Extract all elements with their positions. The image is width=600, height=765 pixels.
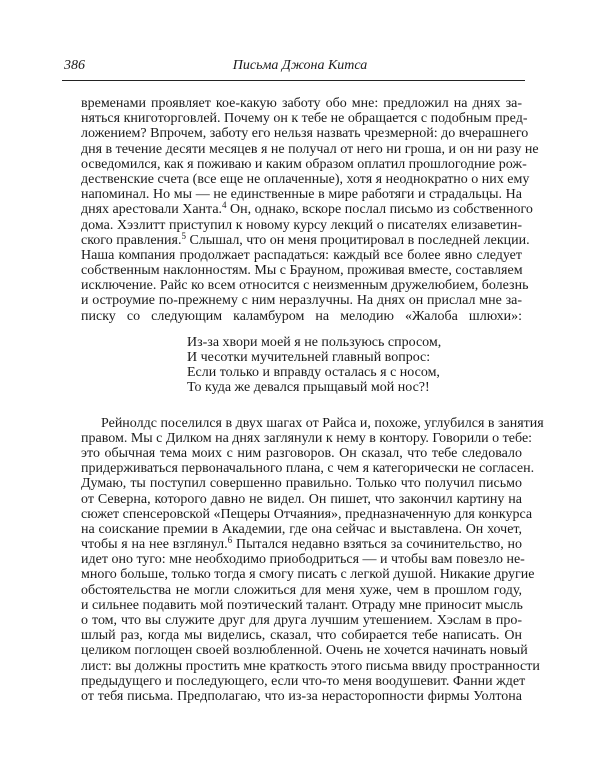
text-segment: сюжет спенсеровской «Пещеры Отчаяния», предназначенную для конкурса bbox=[81, 506, 533, 522]
text-line bbox=[81, 293, 522, 308]
text-line bbox=[81, 506, 533, 522]
page-body bbox=[81, 96, 544, 704]
text-segment: лист: вы должны простить мне краткость этого письма ввиду пространности bbox=[81, 658, 540, 674]
text-line bbox=[81, 200, 533, 218]
text-line bbox=[81, 522, 522, 537]
text-line bbox=[81, 156, 527, 172]
text-segment: целиком поглощен своей возлюбленной. Очень не хочется начинать новый bbox=[81, 643, 528, 659]
text-segment: это обычная тема моих с ним разговоров. Он сказал, что тебе следовало bbox=[81, 445, 522, 461]
text-segment: от Северна, которого давно не видел. Он пишет, что закончил картину на bbox=[81, 491, 522, 507]
verse-line: И чесотки мучительней главный вопрос: bbox=[187, 350, 431, 365]
verse-line: Из-за хвори моей я не пользуюсь спросом, bbox=[187, 334, 442, 350]
text-segment: писку со следующим каламбуром на мелодию «Жалоба шлюхи»: bbox=[81, 308, 522, 324]
verse-line: Если только и вправду осталась я с носом, bbox=[187, 365, 440, 381]
verse-line: То куда же девался прыщавый мой нос?! bbox=[187, 380, 430, 396]
text-segment: собственным наклонностям. Мы с Брауном, проживая вместе, составляем bbox=[81, 263, 523, 279]
text-segment: придерживаться первоначального плана, с чем я категорически не согласен. bbox=[81, 461, 535, 477]
text-line bbox=[81, 628, 522, 643]
text-line bbox=[81, 126, 529, 142]
text-line bbox=[81, 552, 525, 568]
spacer bbox=[81, 324, 522, 335]
text-segment: Слышал, что он меня процитировал в последней лекции. bbox=[185, 232, 530, 248]
text-segment: о том, что вы служите друг для друга лучшим утешением. Хэслам в про- bbox=[81, 613, 522, 628]
verse-quote bbox=[81, 335, 522, 396]
text-line bbox=[81, 263, 522, 278]
paragraph bbox=[81, 96, 539, 324]
text-segment: шлый раз, когда мы виделись, сказал, что собирается тебе написать. Он bbox=[81, 628, 522, 644]
text-segment: правом. Мы с Дилком на днях заглянули к нему в контору. Говорили о тебе: bbox=[81, 430, 533, 446]
text-segment: Думаю, ты поступил совершенно правильно. Только что получил письмо bbox=[81, 476, 522, 492]
text-line bbox=[81, 230, 530, 248]
page-number: 386 bbox=[64, 58, 85, 73]
text-segment: предыдущего и последующего, если что-то меня воодушевит. Фанни ждет bbox=[81, 673, 526, 689]
text-segment: ского правления. bbox=[81, 232, 182, 248]
text-line bbox=[81, 476, 522, 491]
text-line bbox=[81, 278, 529, 294]
text-line bbox=[81, 187, 522, 202]
text-line bbox=[81, 673, 526, 689]
footnote-marker[interactable]: 4 bbox=[222, 200, 227, 211]
text-segment: Рейнолдс поселился в двух шагах от Райса и, похоже, углубился в занятия bbox=[101, 415, 544, 431]
text-segment: и сильнее подавить мой поэтический талант. Отраду мне приносит мысль bbox=[81, 597, 523, 613]
text-line bbox=[81, 537, 522, 552]
header-rule bbox=[62, 80, 525, 81]
text-line bbox=[81, 309, 522, 324]
spacer bbox=[81, 396, 522, 416]
text-segment: исключение. Райс ко всем относится с неизменным дружелюбием, болезнь bbox=[81, 278, 529, 294]
text-segment: напоминал. Но мы — не единственные в мире работяги и страдальцы. На bbox=[81, 187, 522, 203]
footnote-marker[interactable]: 5 bbox=[181, 230, 186, 241]
paragraph bbox=[81, 415, 544, 705]
text-segment: Пытался недавно взяться за сочинительство, но bbox=[232, 537, 523, 553]
text-line bbox=[81, 171, 530, 187]
text-line bbox=[81, 446, 522, 461]
text-segment: дня в течение десяти месяцев я не получал от него ни гроша, и он ни разу не bbox=[81, 141, 539, 157]
text-line bbox=[81, 613, 522, 628]
text-segment: Он, однако, вскоре послал письмо из собственного bbox=[226, 202, 533, 218]
text-line bbox=[81, 583, 522, 598]
text-segment: дома. Хэзлитт приступил к новому курсу лекций о писателях елизаветин- bbox=[81, 217, 522, 233]
text-line bbox=[81, 643, 528, 659]
text-segment: Наша компания продолжает распадаться: каждый все более явно следует bbox=[81, 247, 522, 263]
text-line bbox=[81, 658, 540, 674]
text-line bbox=[81, 218, 522, 233]
text-line bbox=[81, 96, 522, 111]
text-line bbox=[81, 430, 533, 446]
text-segment: няться книготорговлей. Почему он к тебе не обращается с подобным пред- bbox=[81, 111, 528, 127]
text-segment: временами проявляет кое-какую заботу обо мне: предложил на днях за- bbox=[81, 96, 522, 111]
text-segment: ложением? Впрочем, заботу его нельзя назвать чрезмерной: до вчерашнего bbox=[81, 126, 529, 142]
text-segment: и остроумие по-прежнему с ним неразлучны. На днях он прислал мне за- bbox=[81, 293, 522, 309]
text-line bbox=[81, 567, 535, 583]
text-line bbox=[81, 141, 539, 157]
text-segment: идет оно туго: мне необходимо приободриться — и чтобы вам повезло не- bbox=[81, 552, 525, 568]
text-line bbox=[81, 689, 522, 704]
text-line bbox=[81, 415, 544, 431]
text-line bbox=[81, 461, 535, 477]
text-segment: дественские счета (все еще не оплаченные), хотя я неоднократно о них ему bbox=[81, 171, 530, 187]
text-segment: много больше, только тогда я смогу писать с легкой душой. Никакие другие bbox=[81, 567, 535, 583]
text-segment: от тебя письма. Предполагаю, что из-за нерасторопности фирмы Уолтона bbox=[81, 688, 522, 704]
text-line bbox=[81, 248, 522, 263]
text-segment: чтобы я на нее взглянул. bbox=[81, 537, 228, 553]
text-segment: обстоятельства не могли сложиться для меня хуже, чем в прошлом году, bbox=[81, 582, 522, 598]
running-title: Письма Джона Китса bbox=[232, 58, 368, 73]
text-line bbox=[81, 492, 522, 507]
text-segment: осведомился, как я поживаю и каким образом оплатил прошлогодние рож- bbox=[81, 156, 527, 172]
text-segment: днях арестовали Ханта. bbox=[81, 202, 223, 218]
text-segment: на соискание премии в Академии, где она сейчас и выставлена. Он хочет, bbox=[81, 521, 522, 537]
footnote-marker[interactable]: 6 bbox=[227, 535, 233, 546]
text-line bbox=[81, 598, 522, 613]
text-line bbox=[81, 111, 528, 127]
